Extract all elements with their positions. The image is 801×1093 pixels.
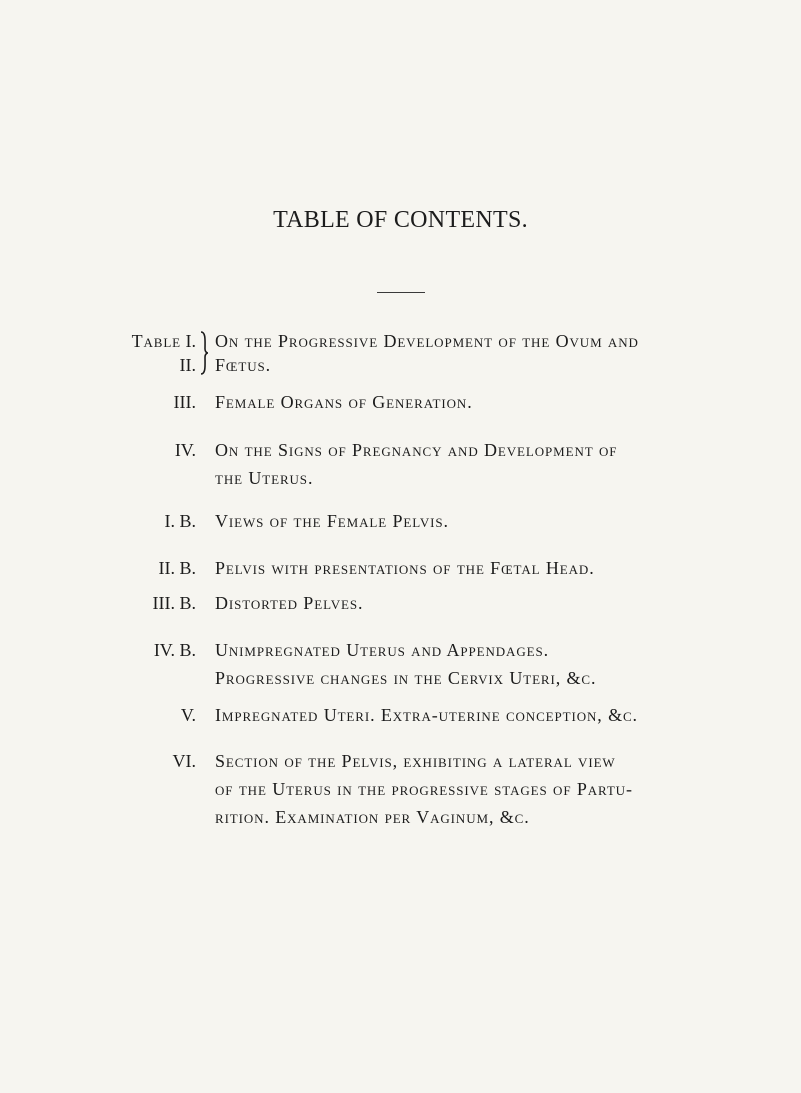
toc-text-line: Pelvis with presentations of the Fœtal Head. <box>215 558 595 578</box>
toc-label: I. B. <box>164 511 196 531</box>
toc-label: III. <box>173 392 196 412</box>
toc-text-line: On the Signs of Pregnancy and Development of <box>215 440 618 460</box>
toc-label-table-2: II. <box>179 355 196 375</box>
toc-text-line: Distorted Pelves. <box>215 593 364 613</box>
toc-text <box>215 389 790 415</box>
toc-text-line: On the Progressive Development of the Ovum and <box>215 331 639 351</box>
toc-text-line: rition. Examination per Vaginum, &c. <box>215 807 530 827</box>
toc-label-1: I. <box>185 331 196 351</box>
toc-text-line: Female Organs of Generation. <box>215 392 473 412</box>
toc-label: VI. <box>172 751 196 771</box>
title-rule-divider <box>377 292 425 293</box>
toc-text-line: Fœtus. <box>215 355 272 375</box>
toc-text-line: the Uterus. <box>215 468 314 488</box>
toc-label-table-1 <box>132 328 196 354</box>
toc-label: III. B. <box>152 593 196 613</box>
toc-text-line: Views of the Female Pelvis. <box>215 511 449 531</box>
toc-text <box>215 555 790 581</box>
toc-text <box>215 702 790 728</box>
toc-text <box>215 637 790 691</box>
toc-text <box>215 437 790 491</box>
toc-label: IV. B. <box>153 640 196 660</box>
toc-text <box>215 508 790 534</box>
toc-label: V. <box>180 705 196 725</box>
toc-text-line: Impregnated Uteri. Extra-uterine conception, &c. <box>215 705 638 725</box>
toc-text <box>215 328 790 378</box>
toc-label: II. B. <box>158 558 196 578</box>
toc-text-line: Unimpregnated Uterus and Appendages. <box>215 640 549 660</box>
toc-text-line: Section of the Pelvis, exhibiting a lateral view <box>215 751 616 771</box>
toc-text-line: Progressive changes in the Cervix Uteri, &c. <box>215 668 597 688</box>
toc-label: IV. <box>174 440 196 460</box>
right-brace-icon <box>198 331 210 375</box>
page-title: TABLE OF CONTENTS. <box>273 207 528 233</box>
toc-text <box>215 590 790 616</box>
toc-text-line: of the Uterus in the progressive stages of Partu- <box>215 779 633 799</box>
table-word: Table <box>131 331 181 351</box>
toc-text <box>215 748 790 830</box>
